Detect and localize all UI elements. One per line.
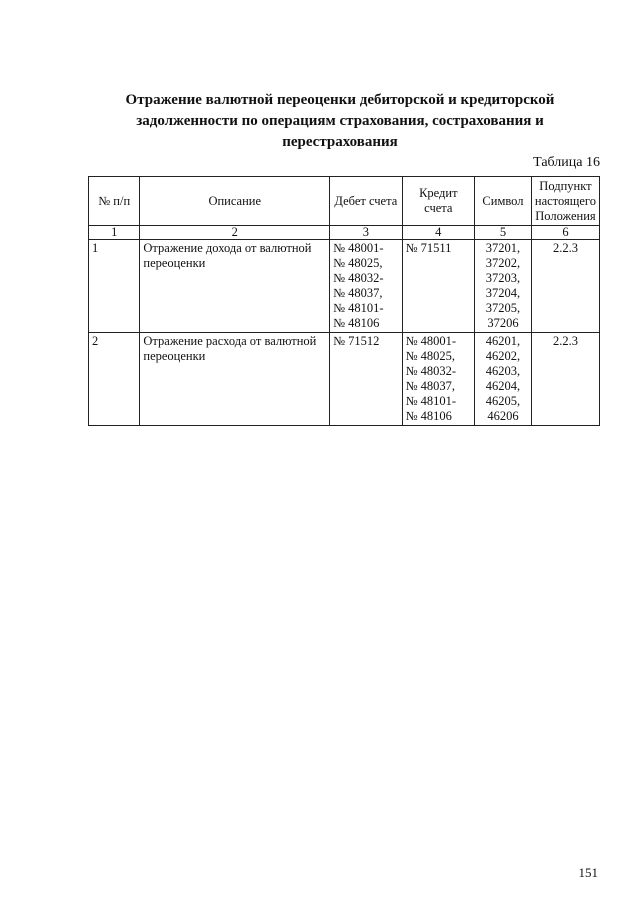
table-row <box>89 333 600 426</box>
credit-account: № 48037, <box>405 379 455 393</box>
symbol-code: 46206 <box>487 409 519 423</box>
header-clause <box>531 177 599 226</box>
header-clause-line: настоящего <box>534 193 596 208</box>
credit-account: № 71511 <box>405 241 452 255</box>
debit-account: № 48032- <box>333 271 384 285</box>
debit-account: № 48025, <box>333 256 383 270</box>
symbol-code: 37203, <box>485 271 521 285</box>
column-number: 6 <box>531 226 599 240</box>
column-number: 4 <box>402 226 474 240</box>
row-num: 2 <box>89 333 140 426</box>
row-symbol <box>475 333 532 426</box>
column-number: 2 <box>140 226 330 240</box>
symbol-code: 37206 <box>487 316 519 330</box>
debit-account: № 71512 <box>333 334 380 348</box>
table-row <box>89 240 600 333</box>
column-number: 1 <box>89 226 140 240</box>
credit-account: № 48106 <box>405 409 452 423</box>
column-number: 3 <box>330 226 402 240</box>
credit-account: № 48001- <box>405 334 457 348</box>
row-symbol <box>475 240 532 333</box>
symbol-code: 46202, <box>485 349 521 363</box>
row-clause: 2.2.3 <box>531 333 599 426</box>
header-symbol: Символ <box>475 177 532 226</box>
row-debit <box>330 333 402 426</box>
symbol-code: 46204, <box>485 379 521 393</box>
debit-account: № 48037, <box>333 286 383 300</box>
page-number: 151 <box>578 865 598 880</box>
title-line: Отражение валютной переоценки дебиторской и кредиторской <box>125 92 555 108</box>
symbol-code: 37205, <box>485 301 521 315</box>
column-number: 5 <box>475 226 532 240</box>
row-credit <box>402 240 474 333</box>
row-clause: 2.2.3 <box>531 240 599 333</box>
symbol-code: 46203, <box>485 364 521 378</box>
header-num: № п/п <box>89 177 140 226</box>
symbol-code: 37201, <box>485 241 521 255</box>
header-description: Описание <box>140 177 330 226</box>
debit-account: № 48101- <box>333 301 384 315</box>
header-credit <box>402 177 474 226</box>
document-title <box>95 90 585 153</box>
credit-account: № 48025, <box>405 349 455 363</box>
debit-account: № 48106 <box>333 316 380 330</box>
symbol-code: 46205, <box>485 394 521 408</box>
debit-account: № 48001- <box>333 241 384 255</box>
credit-account: № 48101- <box>405 394 457 408</box>
row-credit <box>402 333 474 426</box>
title-line: задолженности по операциям страхования, сострахования и <box>136 113 544 129</box>
header-credit-line: счета <box>424 201 453 215</box>
header-credit-line: Кредит <box>419 186 458 200</box>
header-clause-line: Положения <box>535 208 596 223</box>
symbol-code: 37204, <box>485 286 521 300</box>
column-number-row <box>89 226 600 240</box>
row-description: Отражение расхода от валютной переоценки <box>140 333 330 426</box>
row-description: Отражение дохода от валютной переоценки <box>140 240 330 333</box>
symbol-code: 37202, <box>485 256 521 270</box>
symbol-code: 46201, <box>485 334 521 348</box>
row-num: 1 <box>89 240 140 333</box>
table-header-row <box>89 177 600 226</box>
table-label: Таблица 16 <box>533 155 600 170</box>
header-debit: Дебет счета <box>330 177 402 226</box>
credit-account: № 48032- <box>405 364 457 378</box>
revaluation-table <box>88 176 600 426</box>
row-debit <box>330 240 402 333</box>
header-clause-line: Подпункт <box>539 178 592 193</box>
title-line: перестрахования <box>282 134 398 150</box>
